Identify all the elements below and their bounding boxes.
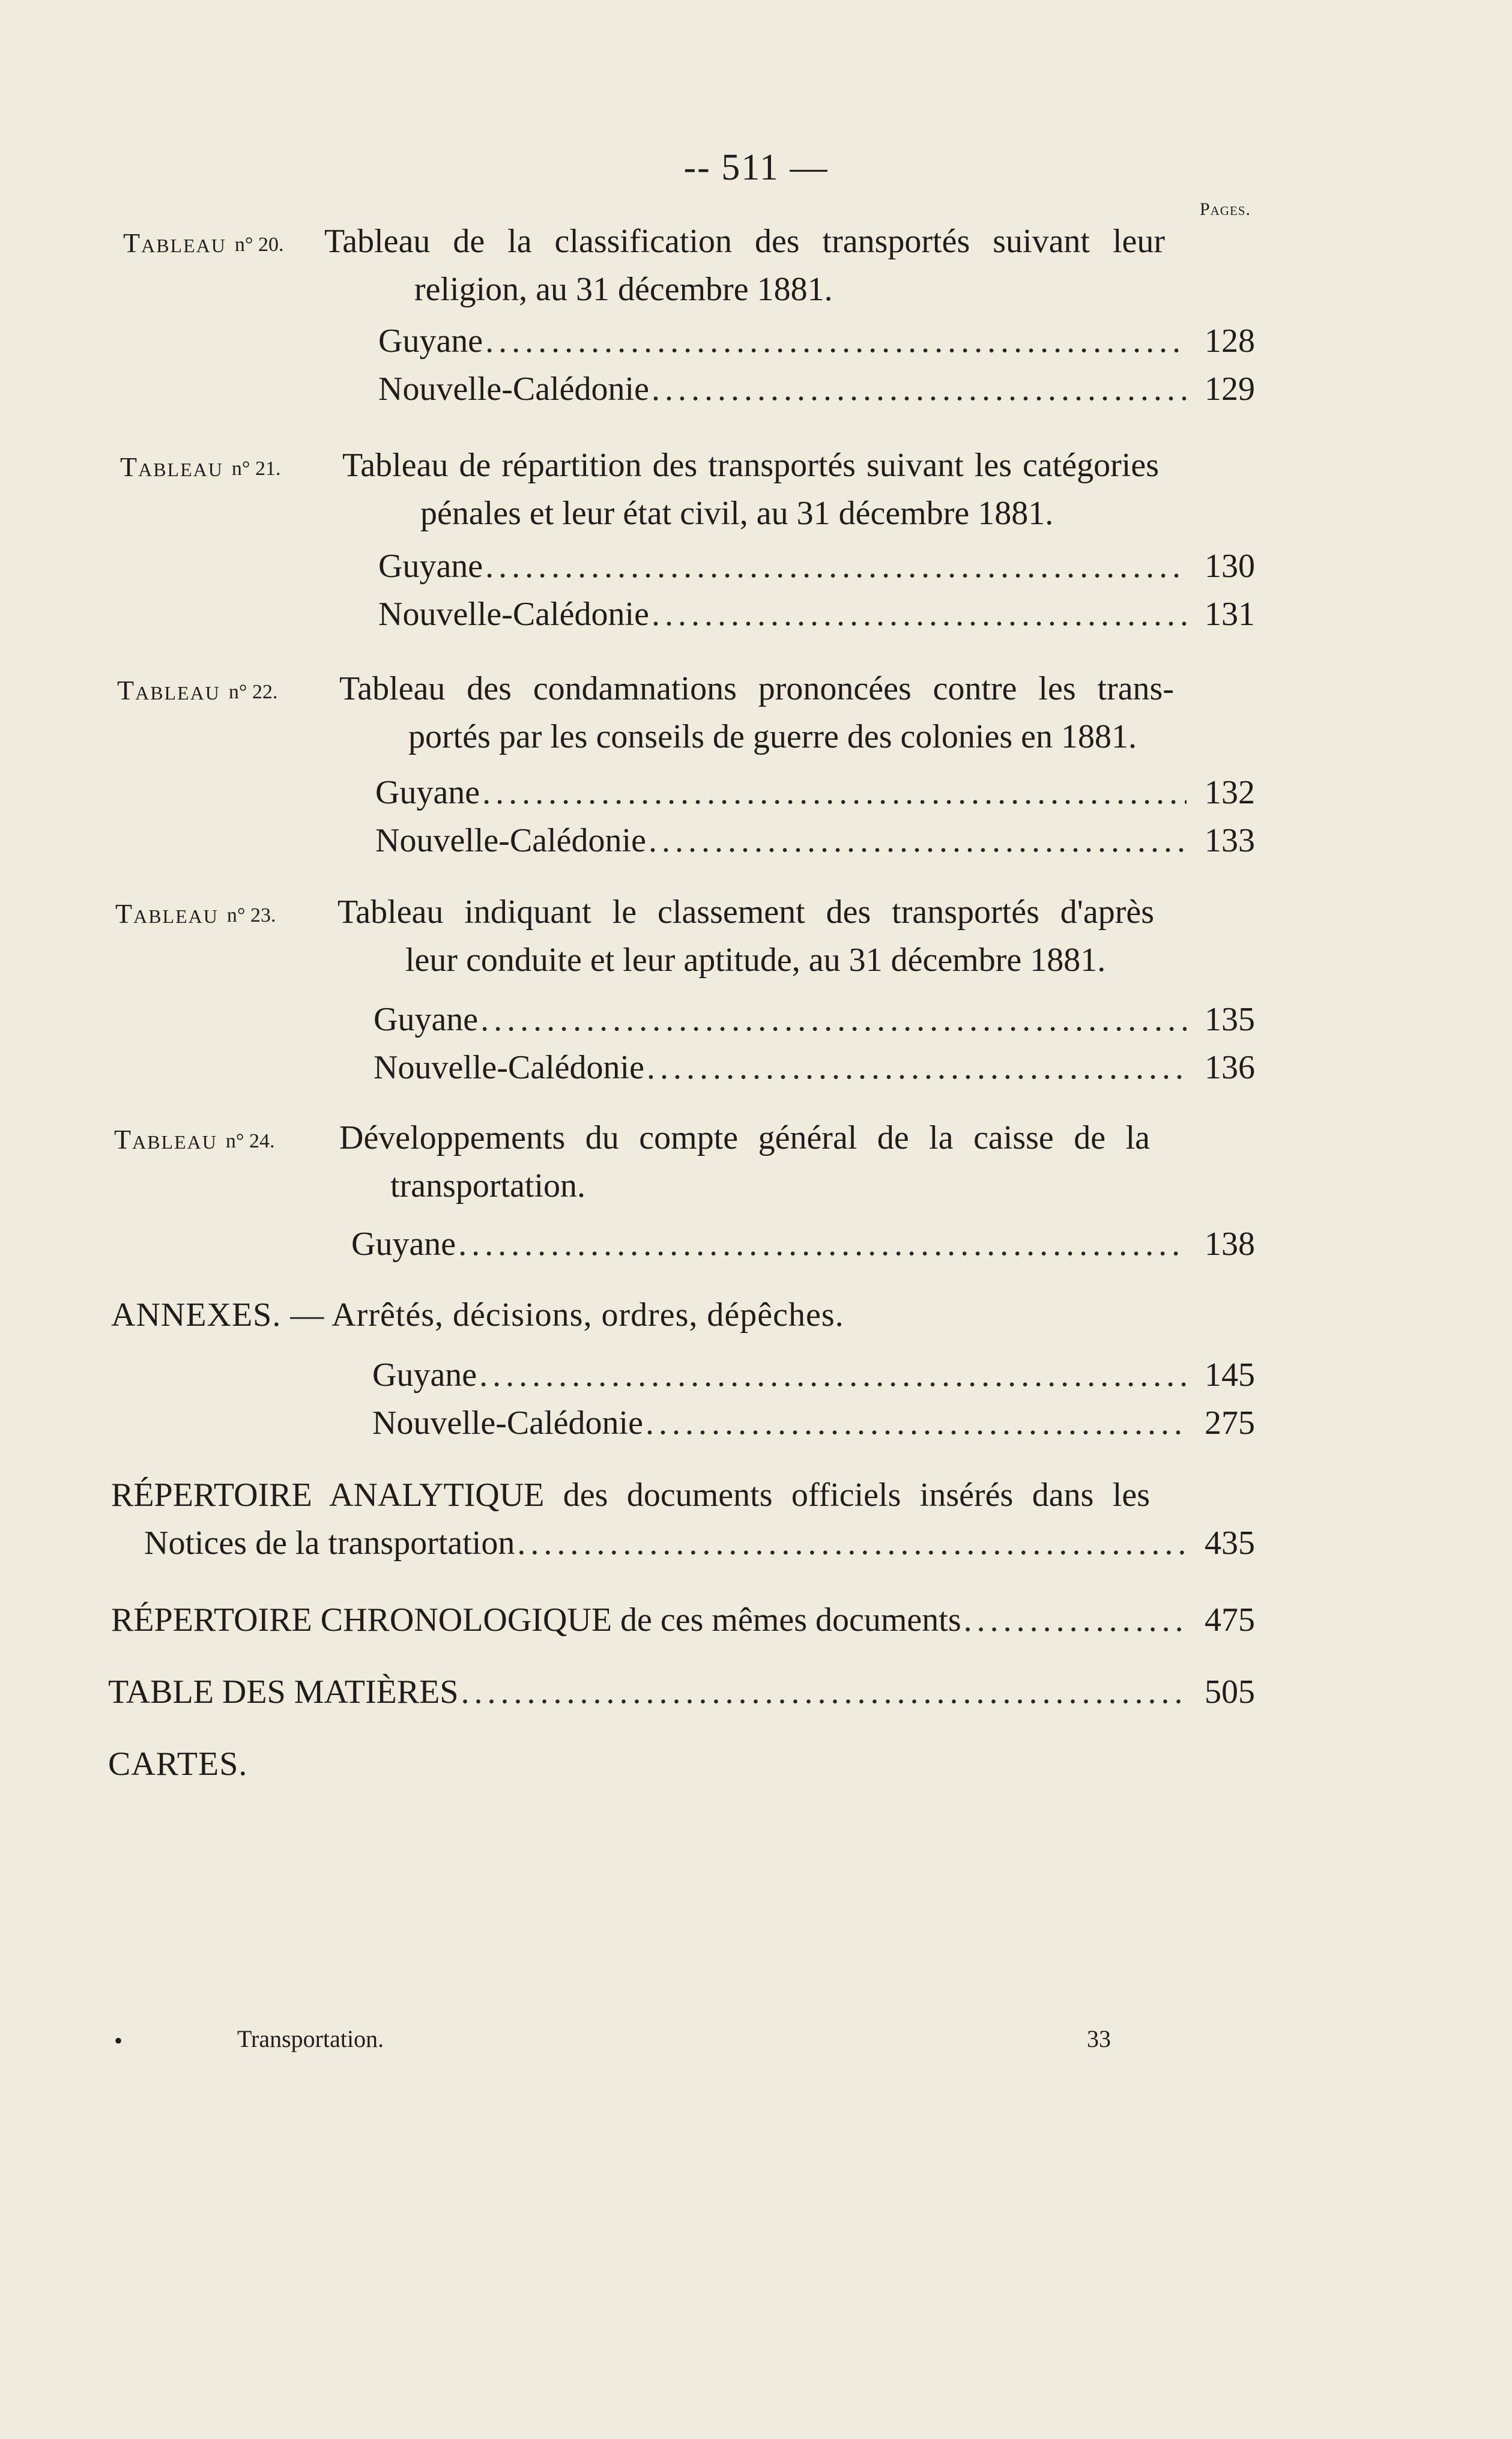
tableau-label: Tableau [117,675,220,706]
dot-leader [652,365,1187,413]
toc-entry [372,1399,1255,1447]
toc-entry [351,1220,1255,1268]
repertoire-analytique: RÉPERTOIRE ANALYTIQUE des documents officiels insérés dans les [111,1476,1150,1514]
tableau-label: Tableau [115,898,219,929]
dot-leader [485,542,1187,590]
tableau-number: n° 21. [231,458,281,480]
entry-page: 129 [1205,370,1255,408]
tableau-heading [117,665,277,716]
entry-page: 132 [1205,774,1255,811]
entry-label: Guyane [351,1226,456,1263]
dot-leader [652,590,1187,638]
entry-label: Nouvelle-Calédonie [373,1049,644,1086]
toc-entry [373,996,1255,1044]
tableau-title-continued: religion, au 31 décembre 1881. [414,271,833,308]
entry-page: 145 [1205,1356,1255,1394]
dot-leader [479,1351,1187,1399]
signature-number: 33 [1087,2025,1111,2052]
tableau-title-continued: portés par les conseils de guerre des colonies en 1881. [408,718,1137,755]
entry-page: 435 [1205,1525,1255,1562]
entry-label: TABLE DES MATIÈRES [108,1673,459,1711]
tableau-label: Tableau [114,1124,217,1155]
toc-entry [378,590,1255,638]
entry-label: Guyane [372,1356,477,1394]
dot-leader [458,1220,1187,1268]
toc-entry [375,817,1255,865]
tableau-title-continued: leur conduite et leur aptitude, au 31 décembre 1881. [405,941,1106,979]
footer-bullet: • [114,2027,123,2054]
dot-leader [647,1044,1187,1092]
dot-leader [482,769,1187,817]
entry-label: Nouvelle-Calédonie [378,596,649,633]
tableau-number: n° 22. [228,681,278,703]
entry-label: Guyane [373,1001,479,1038]
entry-label: Guyane [378,548,483,585]
tableau-title: Tableau des condamnations prononcées contre les trans- [339,670,1174,707]
page-number: -- 511 — [683,147,829,188]
entry-label: Nouvelle-Calédonie [375,822,646,859]
dot-leader [461,1668,1187,1716]
toc-entry [373,1044,1255,1092]
dot-leader [517,1519,1187,1567]
entry-page: 275 [1205,1404,1255,1442]
toc-entry [378,542,1255,590]
entry-page: 138 [1205,1226,1255,1263]
tableau-title: Tableau de la classification des transportés suivant leur [324,223,1165,260]
tableau-title-continued: pénales et leur état civil, au 31 décembre 1881. [420,495,1054,532]
entry-label: Guyane [375,774,480,811]
entry-page: 505 [1205,1673,1255,1711]
toc-entry [375,769,1255,817]
tableau-heading [123,217,283,269]
toc-entry [111,1596,1255,1644]
tableau-title: Tableau de répartition des transportés suivant les catégories [342,447,1159,484]
entry-label: Guyane [378,322,483,360]
entry-label: RÉPERTOIRE CHRONOLOGIQUE de ces mêmes documents [111,1601,961,1639]
entry-page: 131 [1205,596,1255,633]
tableau-title: Tableau indiquant le classement des transportés d'après [337,893,1154,931]
entry-label: Notices de la transportation [144,1525,515,1562]
entry-page: 135 [1205,1001,1255,1038]
entry-page: 130 [1205,548,1255,585]
tableau-label: Tableau [123,228,226,258]
cartes-heading: CARTES. [108,1745,248,1783]
tableau-heading [120,441,280,493]
entry-page: 475 [1205,1601,1255,1639]
dot-leader [649,817,1187,865]
tableau-title: Développements du compte général de la caisse de la [339,1119,1150,1156]
toc-entry [378,317,1255,365]
toc-entry [108,1668,1255,1716]
toc-entry [144,1519,1255,1567]
signature-mark: Transportation. [237,2025,384,2052]
entry-page: 136 [1205,1049,1255,1086]
toc-entry [378,365,1255,413]
tableau-number: n° 20. [234,234,284,256]
dot-leader [480,996,1187,1044]
tableau-title-continued: transportation. [390,1167,586,1204]
tableau-label: Tableau [120,452,223,482]
pages-column-heading: Pages. [1200,199,1251,219]
tableau-number: n° 23. [226,904,276,926]
dot-leader [964,1596,1187,1644]
tableau-heading [115,888,276,940]
dot-leader [646,1399,1187,1447]
dot-leader [485,317,1187,365]
toc-entry [372,1351,1255,1399]
entry-page: 133 [1205,822,1255,859]
entry-label: Nouvelle-Calédonie [378,370,649,408]
tableau-number: n° 24. [225,1130,275,1152]
entry-label: Nouvelle-Calédonie [372,1404,643,1442]
tableau-heading [114,1114,274,1165]
annexes-heading: ANNEXES. — Arrêtés, décisions, ordres, dépêches. [111,1296,844,1334]
entry-page: 128 [1205,322,1255,360]
